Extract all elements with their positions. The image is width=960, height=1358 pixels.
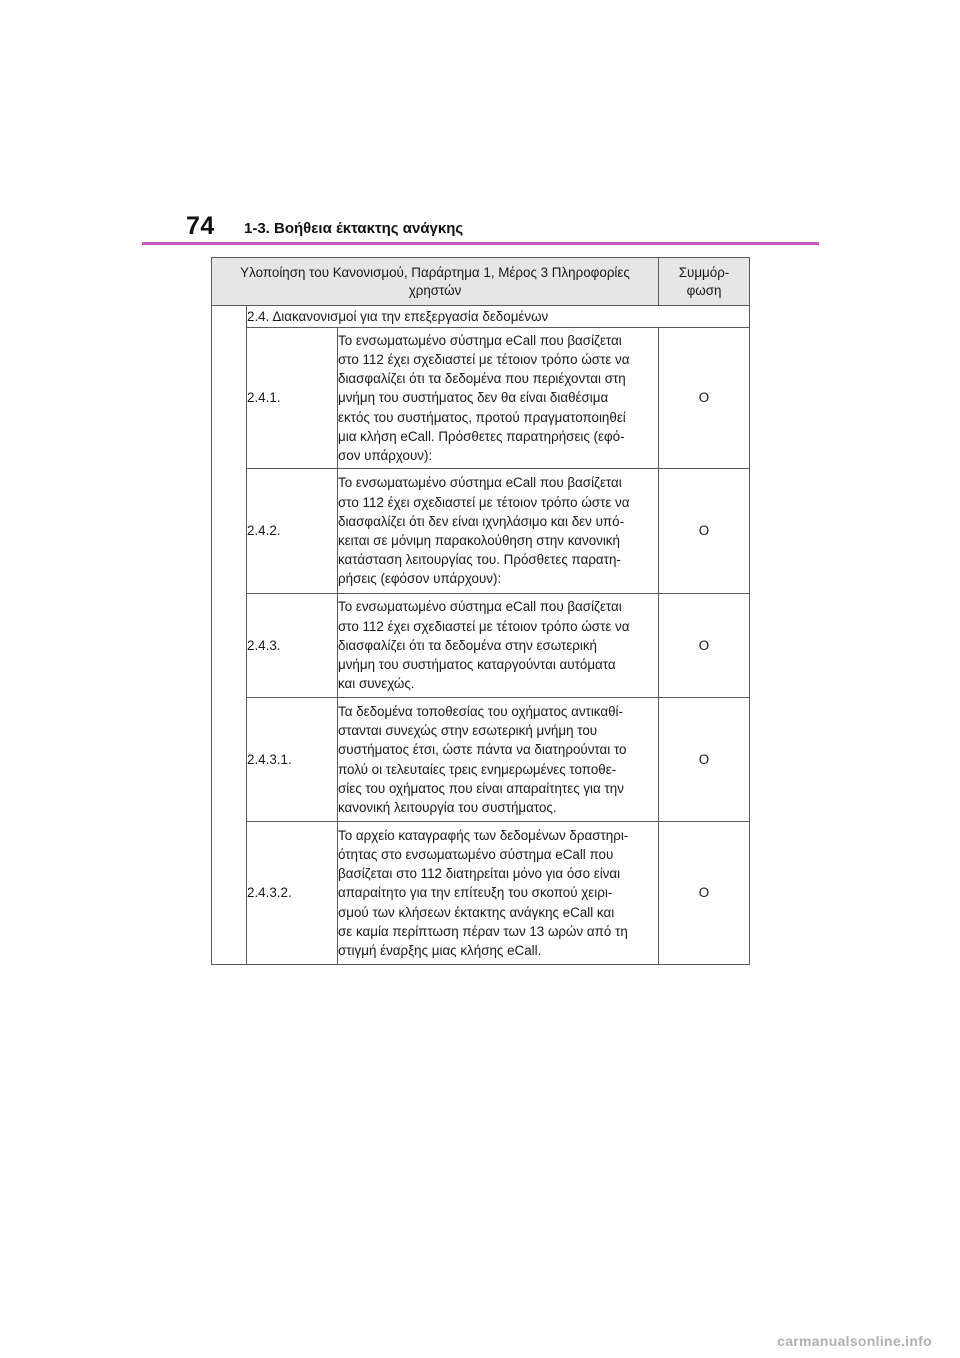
row-conformity: O <box>659 822 750 965</box>
group-title: 2.4. Διακανονισμοί για την επεξεργασία δεδομένων <box>247 306 750 328</box>
row-number: 2.4.1. <box>247 328 338 469</box>
row-number: 2.4.3.2. <box>247 822 338 965</box>
table-row <box>212 698 750 822</box>
table-row <box>212 469 750 594</box>
section-title: 1-3. Βοήθεια έκτακτης ανάγκης <box>244 220 464 237</box>
row-description: Το ενσωματωμένο σύστημα eCall που βασίζεται στο 112 έχει σχεδιαστεί με τέτοιον τρόπο ώστε να διασφαλίζει ότι τα δεδομένα που περιέχονται στη μνήμη του συστήματος δεν θα είναι διαθέσιμα εκτός του συστήματος, προτού πραγματοποιηθεί μια κλήση eCall. Πρόσθετες παρατηρήσεις (εφό- σον υπάρχουν): <box>338 328 659 469</box>
table-row <box>212 822 750 965</box>
row-description: Το ενσωματωμένο σύστημα eCall που βασίζεται στο 112 έχει σχεδιαστεί με τέτοιον τρόπο ώστε να διασφαλίζει ότι δεν είναι ιχνηλάσιμο και δεν υπό- κειται σε μόνιμη παρακολούθηση στην κανονική κατάσταση λειτουργίας του. Πρόσθετες παρατη- ρήσεις (εφόσον υπάρχουν): <box>338 469 659 594</box>
header-divider <box>142 242 819 245</box>
row-conformity: O <box>659 328 750 469</box>
row-description: Το ενσωματωμένο σύστημα eCall που βασίζεται στο 112 έχει σχεδιαστεί με τέτοιον τρόπο ώστε να διασφαλίζει ότι τα δεδομένα στην εσωτερική μνήμη του συστήματος καταργούνται αυτόματα και συνεχώς. <box>338 594 659 698</box>
row-number: 2.4.3. <box>247 594 338 698</box>
group-row <box>212 306 750 328</box>
table-row <box>212 594 750 698</box>
table-row <box>212 328 750 469</box>
watermark: carmanualsonline.info <box>777 1333 932 1349</box>
row-number: 2.4.2. <box>247 469 338 594</box>
column-header-conformity: Συμμόρ- φωση <box>659 258 750 306</box>
row-number: 2.4.3.1. <box>247 698 338 822</box>
table-header-row <box>212 258 750 306</box>
page-number: 74 <box>186 212 215 240</box>
lead-cell <box>212 306 247 965</box>
row-description: Το αρχείο καταγραφής των δεδομένων δραστηρι- ότητας στο ενσωματωμένο σύστημα eCall που βασίζεται στο 112 διατηρείται μόνο για όσο είναι απαραίτητο για την επίτευξη του σκοπού χειρι- σμού των κλήσεων έκτακτης ανάγκης eCall και σε καμία περίπτωση πέραν των 13 ωρών από τη στιγμή έναρξης μιας κλήσης eCall. <box>338 822 659 965</box>
column-header-info: Υλοποίηση του Κανονισμού, Παράρτημα 1, Μέρος 3 Πληροφορίες χρηστών <box>212 258 659 306</box>
ecall-requirements-table <box>211 257 750 965</box>
row-conformity: O <box>659 469 750 594</box>
row-description: Τα δεδομένα τοποθεσίας του οχήματος αντικαθί- στανται συνεχώς στην εσωτερική μνήμη του συστήματος έτσι, ώστε πάντα να διατηρούνται το πολύ οι τελευταίες τρεις ενημερωμένες τοποθε- σίες του οχήματος που είναι απαραίτητες για την κανονική λειτουργία του συστήματος. <box>338 698 659 822</box>
row-conformity: O <box>659 594 750 698</box>
page-header <box>0 0 960 250</box>
row-conformity: O <box>659 698 750 822</box>
